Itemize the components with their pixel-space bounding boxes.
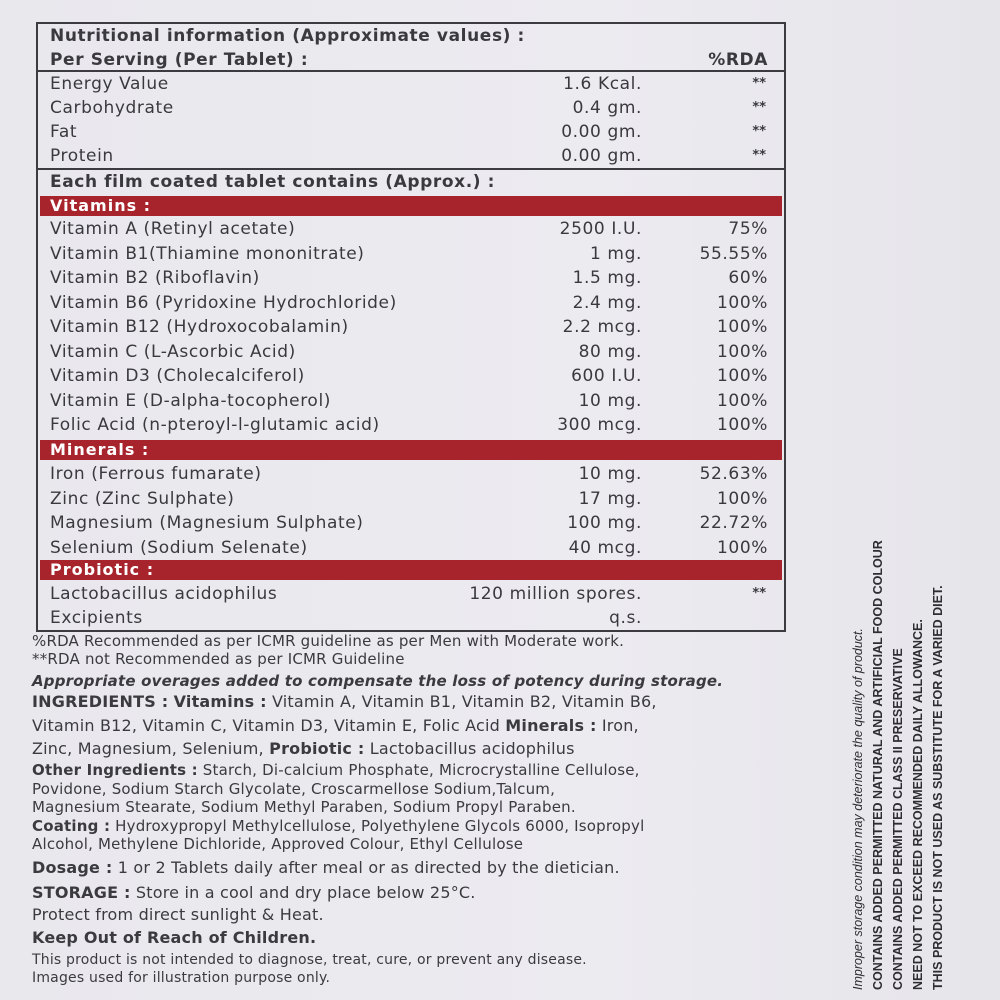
each-tablet-row	[38, 170, 784, 194]
dosage-text: 1 or 2 Tablets daily after meal or as directed by the dietician.	[117, 858, 620, 877]
mineral-rda: 100%	[716, 488, 768, 509]
table-row	[38, 340, 784, 364]
ingredients-text: Zinc, Magnesium, Selenium,	[32, 739, 264, 758]
keep-out-line: Keep Out of Reach of Children.	[32, 928, 317, 947]
mineral-amount: 40 mcg.	[568, 537, 642, 558]
nutrient-rda: **	[752, 76, 766, 91]
vitamin-amount: 1 mg.	[590, 243, 642, 264]
nutrient-rda: **	[752, 100, 766, 115]
side-text-line: THIS PRODUCT IS NOT USED AS SUBSTITUTE FOR A VARIED DIET.	[931, 585, 945, 990]
coating-line-1	[32, 817, 644, 835]
table-row	[38, 217, 784, 241]
vitamin-rda: 100%	[716, 317, 768, 337]
overages-note: Appropriate overages added to compensate the loss of potency during storage.	[32, 672, 724, 690]
ingredients-line-1	[32, 692, 657, 711]
storage-label: STORAGE :	[32, 883, 131, 902]
table-row	[38, 96, 784, 120]
nutrient-amount: 0.4 gm.	[572, 98, 642, 118]
table-title-row	[38, 24, 784, 48]
table-row	[38, 462, 784, 486]
rda-header: %RDA	[708, 50, 768, 70]
per-serving-row	[38, 48, 784, 72]
nutrient-name: Carbohydrate	[50, 98, 174, 118]
mineral-name: Selenium (Sodium Selenate)	[50, 537, 308, 558]
ingredients-text: Vitamin B12, Vitamin C, Vitamin D3, Vitamin E, Folic Acid	[32, 716, 500, 735]
vitamin-amount: 2.2 mcg.	[562, 317, 642, 337]
vitamins-inline-label: Vitamins :	[173, 692, 267, 711]
mineral-rda: 52.63%	[699, 464, 768, 484]
vitamin-amount: 2.4 mg.	[572, 292, 642, 313]
vitamin-rda: 100%	[716, 341, 768, 362]
probiotic-header-bar: Probiotic :	[40, 560, 782, 580]
mineral-name: Magnesium (Magnesium Sulphate)	[50, 513, 364, 533]
vitamin-amount: 1.5 mg.	[572, 268, 642, 288]
dosage-line	[32, 858, 620, 877]
nutrient-name: Protein	[50, 146, 114, 166]
nutrient-amount: 0.00 gm.	[561, 146, 642, 166]
ingredients-line-2	[32, 716, 639, 735]
mineral-rda: 22.72%	[699, 513, 768, 533]
table-row	[38, 511, 784, 535]
protect-line: Protect from direct sunlight & Heat.	[32, 905, 324, 924]
table-row	[38, 291, 784, 315]
vitamin-amount: 600 I.U.	[571, 366, 642, 386]
vitamin-amount: 2500 I.U.	[559, 219, 642, 239]
table-row	[38, 487, 784, 511]
excipients-name: Excipients	[50, 608, 143, 628]
mineral-name: Iron (Ferrous fumarate)	[50, 464, 262, 484]
nutrition-table	[36, 22, 786, 632]
other-ingredients-label: Other Ingredients :	[32, 761, 198, 779]
vitamin-amount: 80 mg.	[578, 341, 642, 362]
other-ingredients-line-2: Povidone, Sodium Starch Glycolate, Croscarmellose Sodium,Talcum,	[32, 780, 556, 798]
vitamin-name: Vitamin E (D-alpha-tocopherol)	[50, 390, 331, 411]
mineral-amount: 100 mg.	[567, 513, 642, 533]
rda-note-1: %RDA Recommended as per ICMR guideline as per Men with Moderate work.	[32, 632, 625, 650]
table-row	[38, 582, 784, 606]
mineral-rda: 100%	[716, 537, 768, 558]
coating-text: Hydroxypropyl Methylcellulose, Polyethylene Glycols 6000, Isopropyl	[115, 817, 645, 835]
table-row	[38, 144, 784, 168]
coating-line-2: Alcohol, Methylene Dichloride, Approved Colour, Ethyl Cellulose	[32, 835, 524, 853]
nutrient-name: Fat	[50, 122, 78, 142]
vitamin-rda: 100%	[716, 390, 768, 411]
other-ingredients-line-1	[32, 761, 640, 779]
probiotic-rda: **	[752, 586, 766, 601]
disclaimer-line-2: Images used for illustration purpose only.	[32, 970, 331, 986]
nutrient-rda: **	[752, 124, 766, 139]
disclaimer-line-1: This product is not intended to diagnose, treat, cure, or prevent any disease.	[32, 952, 587, 968]
table-row	[38, 536, 784, 560]
excipients-amount: q.s.	[609, 608, 642, 628]
ingredients-line-3	[32, 739, 575, 758]
table-row	[38, 413, 784, 437]
side-text-line: Improper storage condition may deteriorate the quality of product.	[851, 627, 865, 990]
table-row	[38, 120, 784, 144]
nutrient-rda: **	[752, 148, 766, 163]
ingredients-text: Lactobacillus acidophilus	[369, 739, 575, 758]
table-row	[38, 266, 784, 290]
storage-line	[32, 883, 476, 902]
table-row	[38, 242, 784, 266]
vitamin-name: Folic Acid (n-pteroyl-l-glutamic acid)	[50, 415, 380, 435]
rda-note-2: **RDA not Recommended as per ICMR Guideline	[32, 650, 405, 668]
table-row	[38, 315, 784, 339]
nutrient-name: Energy Value	[50, 74, 169, 94]
coating-label: Coating :	[32, 817, 111, 835]
other-ingredients-text: Starch, Di-calcium Phosphate, Microcrystalline Cellulose,	[202, 761, 640, 779]
vitamin-amount: 10 mg.	[578, 390, 642, 411]
ingredients-text: Vitamin A, Vitamin B1, Vitamin B2, Vitamin B6,	[271, 692, 657, 711]
probiotic-amount: 120 million spores.	[469, 584, 642, 604]
table-row	[38, 389, 784, 413]
vitamins-header-bar: Vitamins :	[40, 196, 782, 216]
table-title: Nutritional information (Approximate values) :	[50, 26, 525, 46]
vitamin-rda: 100%	[716, 415, 768, 435]
vitamin-name: Vitamin B12 (Hydroxocobalamin)	[50, 317, 349, 337]
table-row	[38, 364, 784, 388]
mineral-name: Zinc (Zinc Sulphate)	[50, 488, 235, 509]
table-row	[38, 72, 784, 96]
vitamin-name: Vitamin D3 (Cholecalciferol)	[50, 366, 305, 386]
nutrient-amount: 1.6 Kcal.	[563, 74, 642, 94]
vitamin-name: Vitamin A (Retinyl acetate)	[50, 219, 296, 239]
side-warning-text	[848, 540, 948, 990]
dosage-label: Dosage :	[32, 858, 113, 877]
mineral-amount: 17 mg.	[578, 488, 642, 509]
per-serving-label: Per Serving (Per Tablet) :	[50, 50, 309, 70]
minerals-inline-label: Minerals :	[505, 716, 597, 735]
vitamin-rda: 100%	[716, 292, 768, 313]
side-text-line: NEED NOT TO EXCEED RECOMMENDED DAILY ALLOWANCE.	[911, 619, 925, 990]
vitamin-name: Vitamin B6 (Pyridoxine Hydrochloride)	[50, 292, 397, 313]
vitamin-rda: 100%	[716, 366, 768, 386]
side-text-line: CONTAINS ADDED PERMITTED NATURAL AND ARTIFICIAL FOOD COLOUR	[871, 540, 885, 990]
table-row	[38, 606, 784, 630]
ingredients-text: Iron,	[601, 716, 639, 735]
vitamin-rda: 75%	[728, 219, 768, 239]
vitamin-name: Vitamin C (L-Ascorbic Acid)	[50, 341, 296, 362]
vitamin-amount: 300 mcg.	[557, 415, 642, 435]
vitamin-name: Vitamin B2 (Riboflavin)	[50, 268, 260, 288]
vitamin-rda: 60%	[728, 268, 768, 288]
vitamin-name: Vitamin B1(Thiamine mononitrate)	[50, 243, 365, 264]
ingredients-label: INGREDIENTS :	[32, 692, 169, 711]
nutrient-amount: 0.00 gm.	[561, 122, 642, 142]
probiotic-name: Lactobacillus acidophilus	[50, 584, 278, 604]
storage-text: Store in a cool and dry place below 25°C.	[135, 883, 476, 902]
mineral-amount: 10 mg.	[578, 464, 642, 484]
vitamin-rda: 55.55%	[699, 243, 768, 264]
probiotic-inline-label: Probiotic :	[269, 739, 365, 758]
minerals-header-bar: Minerals :	[40, 440, 782, 460]
other-ingredients-line-3: Magnesium Stearate, Sodium Methyl Paraben, Sodium Propyl Paraben.	[32, 798, 576, 816]
each-tablet-label: Each film coated tablet contains (Approx.) :	[50, 172, 496, 192]
side-text-line: CONTAINS ADDED PERMITTED CLASS II PRESERVATIVE	[891, 648, 905, 990]
